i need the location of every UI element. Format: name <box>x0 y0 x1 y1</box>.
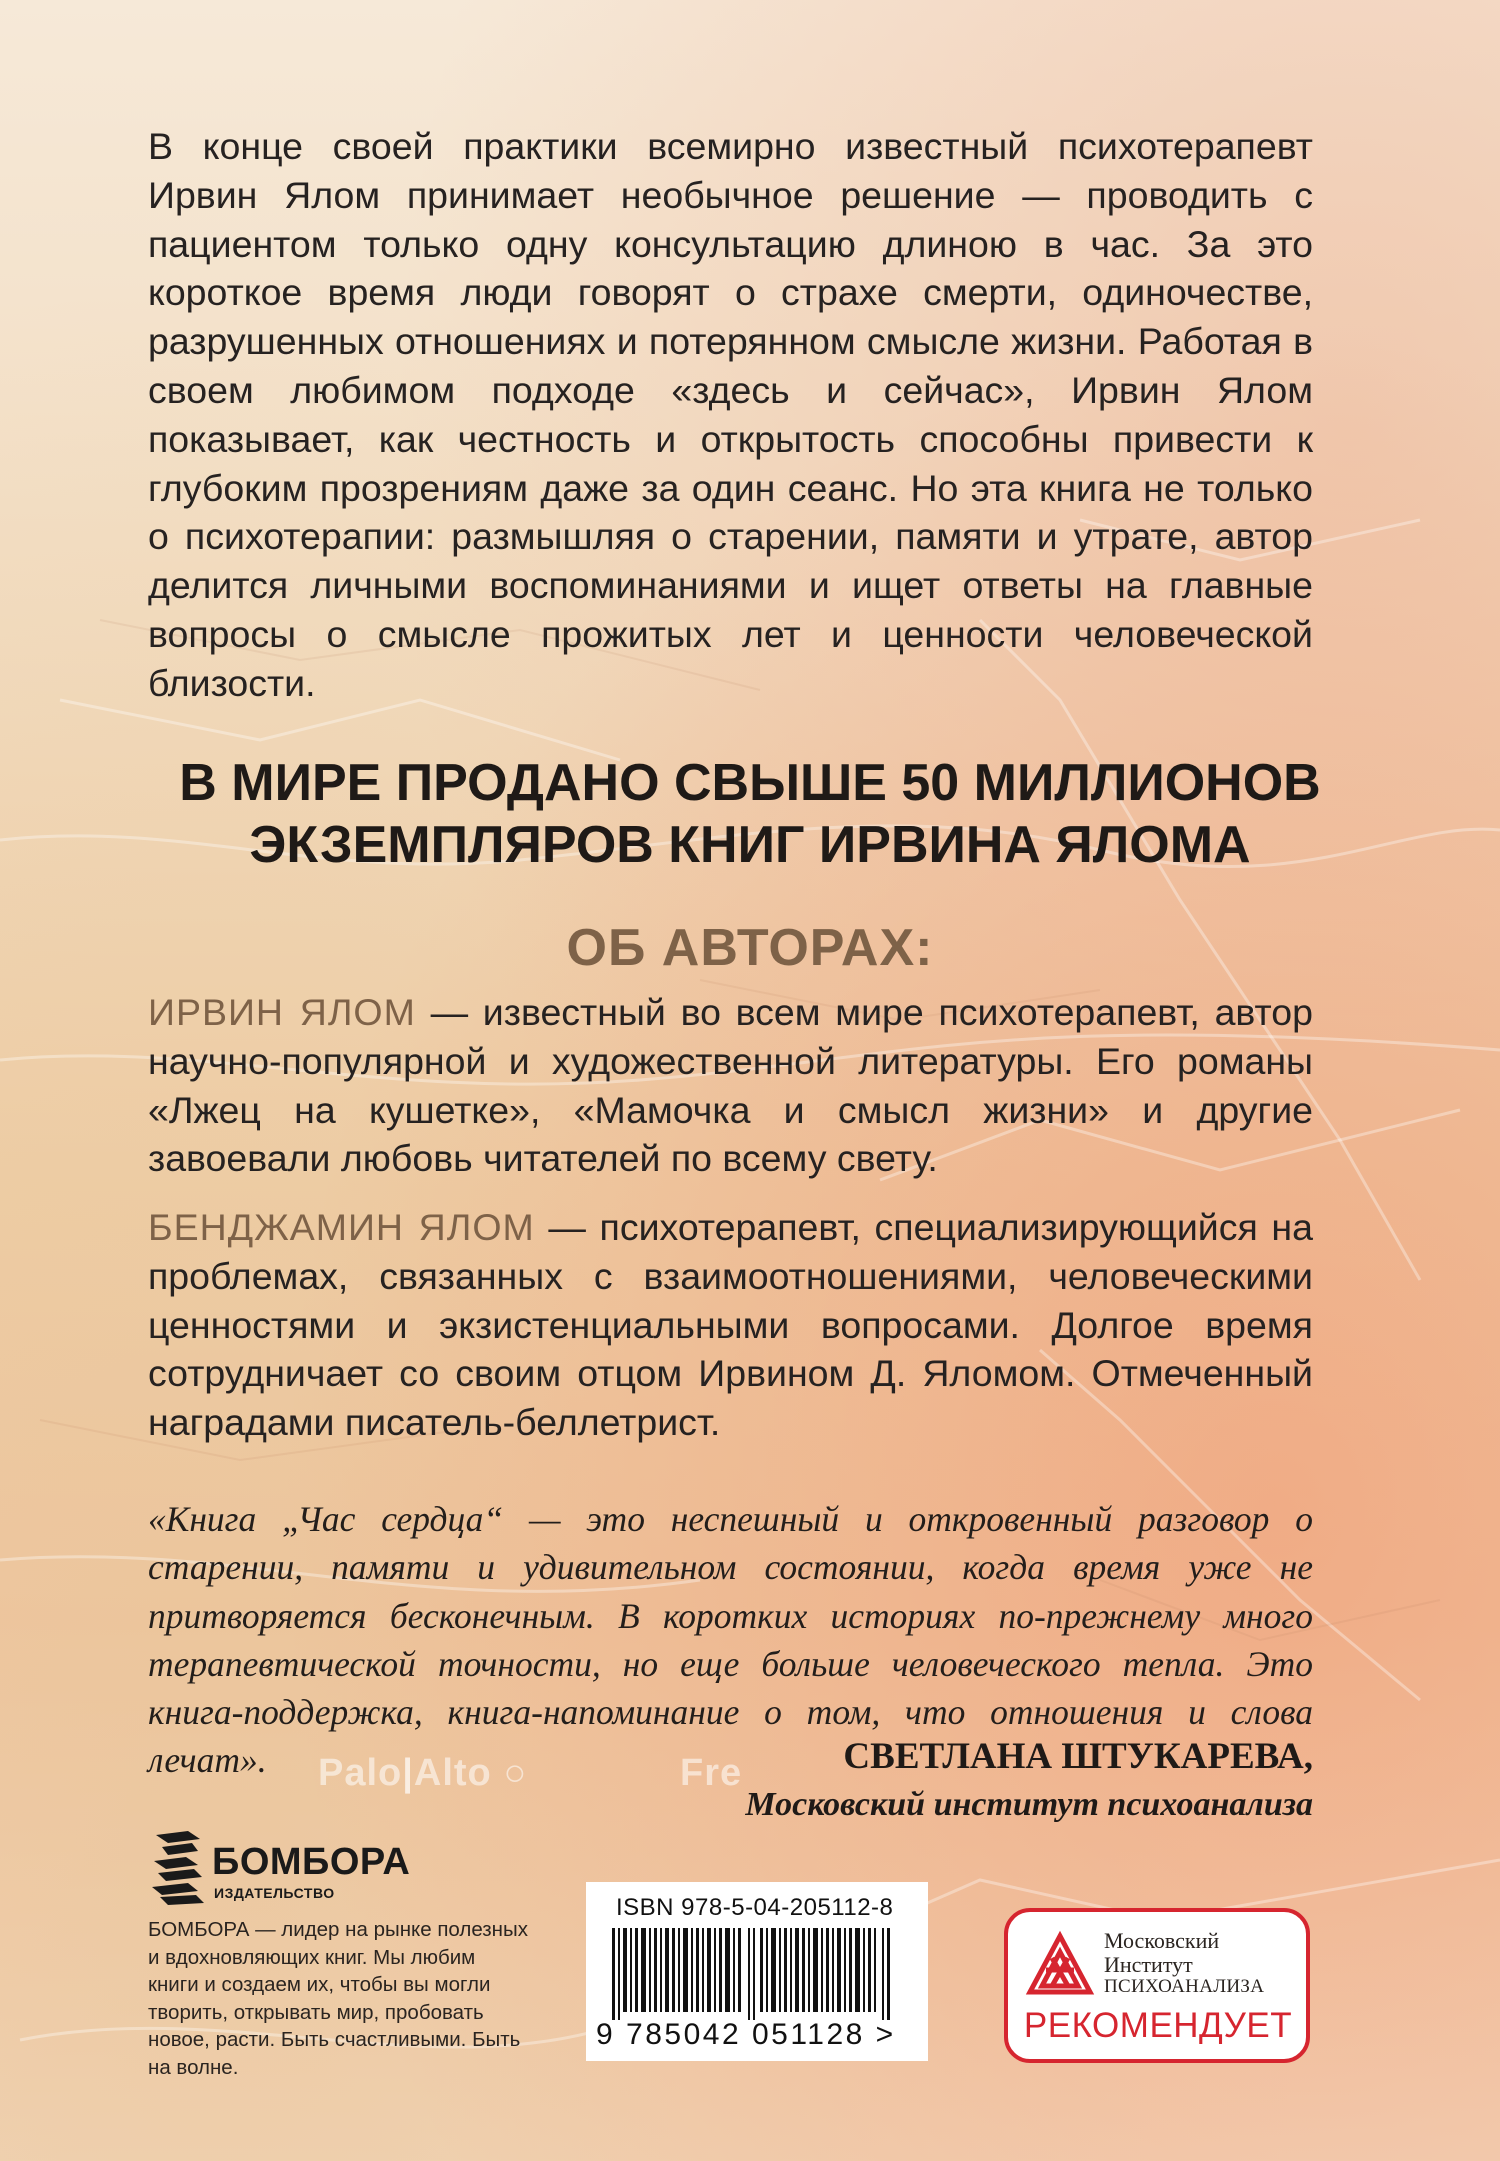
publisher-subtitle: ИЗДАТЕЛЬСТВО <box>214 1885 335 1901</box>
book-description: В конце своей практики всемирно известный психотерапевт Ирвин Ялом принимает необычное решение — проводить с пациентом только одну консультацию длиною в час. За это короткое время люди говорят о страхе смерти, одиночестве, разрушенных отношениях и потерянном смысле жизни. Работая в своем любимом подходе «здесь и сейчас», Ирвин Ялом показывает, как честность и открытость способны привести к глубоким прозрениям даже за один сеанс. Но эта книга не только о психотерапии: размышляя о старении, памяти и утрате, автор делится личными воспоминаниями и ищет ответы на главные вопросы о смысле прожитых лет и ценности человеческой близости. <box>148 125 1313 704</box>
publisher-logo <box>148 1829 411 1907</box>
review-quote: «Книга „Час сердца“ — это неспешный и откровенный разговор о старении, памяти и удивительном состоянии, когда время уже не притворяется бесконечным. В коротких историях по-прежнему много терапевтической точности, но еще больше человеческого тепла. Это книга-поддержка, книга-напоминание о том, что отношения и слова лечат». <box>148 1499 1313 1781</box>
quote-organization: Московский институт психоанализа <box>745 1786 1313 1823</box>
badge-line-1: Московский <box>1104 1928 1220 1953</box>
background-map-label: Palo|Alto ○ Fre <box>318 1752 743 1794</box>
book-stack-icon <box>148 1829 208 1907</box>
about-authors-heading: ОБ АВТОРАХ: <box>566 919 934 977</box>
badge-line-2: Институт <box>1104 1952 1193 1977</box>
author-name: БЕНДЖАМИН ЯЛОМ <box>148 1206 535 1248</box>
triangle-knot-emblem-icon <box>1024 1930 1096 2002</box>
map-label-word: Palo <box>318 1752 403 1794</box>
badge-recommend-label: РЕКОМЕНДУЕТ <box>1023 2006 1293 2045</box>
author-name: ИРВИН ЯЛОМ <box>148 991 416 1033</box>
author-bio-irvin <box>148 988 1313 1183</box>
badge-line-3: ПСИХОАНАЛИЗА <box>1104 1976 1265 1997</box>
isbn-barcode <box>586 1882 928 2061</box>
isbn-label: ISBN 978-5-04-205112-8 <box>616 1894 894 1921</box>
recommendation-badge <box>1004 1908 1310 2063</box>
publisher-blurb: БОМБОРА — лидер на рынке полезных и вдохновляющих книг. Мы любим книги и создаем их, чтобы вы могли творить, открывать мир, пробовать новое, расти. Быть счастливыми. Быть на волне. <box>148 1918 528 2079</box>
author-bio-text: — психотерапевт, специализирующийся на проблемах, связанных с взаимоотношениями, человеческими ценностями и экзистенциальными вопросами. Долгое время сотрудничает со своим отцом Ирвином Д. Яломом. Отмеченный наградами писатель-беллетрист. <box>148 1206 1313 1444</box>
quote-author: СВЕТЛАНА ШТУКАРЕВА, <box>843 1736 1313 1777</box>
sales-claim-line-2: ЭКЗЕМПЛЯРОВ КНИГ ИРВИНА ЯЛОМА <box>249 816 1251 874</box>
map-label-word: Fre <box>680 1752 743 1794</box>
author-bio-benjamin <box>148 1203 1313 1447</box>
sales-claim-line-1: В МИРЕ ПРОДАНО СВЫШЕ 50 МИЛЛИОНОВ <box>179 754 1321 812</box>
barcode-bars <box>612 1928 902 2020</box>
barcode-digits: 9 785042 051128 > <box>596 2018 896 2051</box>
publisher-name: БОМБОРА <box>212 1841 411 1883</box>
map-label-word: Alto <box>413 1752 492 1794</box>
sales-claim-heading <box>100 752 1400 876</box>
author-bio-text: — известный во всем мире психотерапевт, автор научно-популярной и художественной литературы. Его романы «Лжец на кушетке», «Мамочка и смысл жизни» и другие завоевали любовь читателей по всему свету. <box>148 991 1313 1180</box>
